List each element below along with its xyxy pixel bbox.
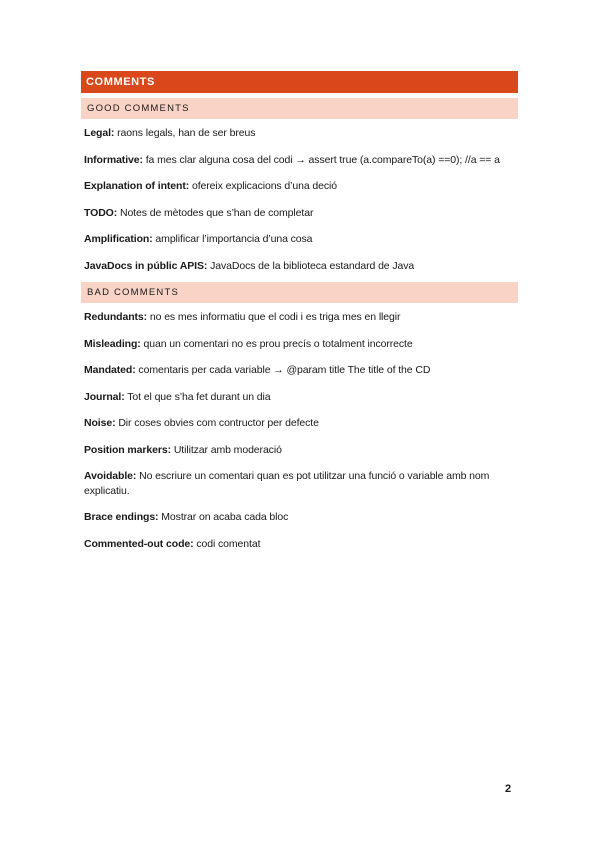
entry-text: raons legals, han de ser breus — [114, 127, 256, 139]
section-heading: COMMENTS — [81, 71, 518, 93]
list-item — [81, 153, 518, 168]
entry-term: Noise: — [84, 417, 116, 429]
entry-term: Informative: — [84, 153, 143, 166]
document-content — [81, 71, 518, 551]
entry-term: Mandated: — [84, 364, 136, 376]
entry-text: JavaDocs de la biblioteca estandard de Java — [207, 259, 415, 272]
entry-text: No escriure un comentari quan es pot utilitzar una funció o variable amb nom explicatiu. — [84, 470, 490, 497]
list-item — [81, 469, 518, 498]
entry-term: Avoidable: — [84, 470, 137, 482]
subheading-good-comments: GOOD COMMENTS — [81, 98, 518, 119]
page-number: 2 — [505, 783, 512, 795]
entry-text: Notes de mètodes que s’han de completar — [117, 206, 314, 219]
entry-text: amplificar l’importancia d’una cosa — [152, 233, 313, 245]
entry-text: fa mes clar alguna cosa del codi → assert true (a.compareTo(a) ==0); //a == a — [142, 153, 500, 166]
entry-text: no es mes informatiu que el codi i es triga mes en llegir — [147, 311, 401, 323]
list-item — [81, 259, 518, 274]
entry-text: Tot el que s’ha fet durant un dia — [124, 390, 271, 403]
entry-text: comentaris per cada variable → @param title The title of the CD — [135, 364, 431, 376]
entry-term: Journal: — [84, 390, 125, 403]
entry-text: quan un comentari no es prou precís o totalment incorrecte — [140, 337, 413, 350]
entry-term: TODO: — [84, 206, 118, 219]
list-item — [81, 337, 518, 352]
list-item — [81, 537, 518, 552]
list-item — [81, 232, 518, 247]
list-item — [81, 206, 518, 221]
entry-term: JavaDocs in públic APIS: — [84, 259, 208, 272]
list-item — [81, 510, 518, 525]
subheading-bad-comments: BAD COMMENTS — [81, 282, 518, 303]
entry-term: Position markers: — [84, 443, 171, 456]
entry-term: Legal: — [84, 127, 115, 139]
list-item — [81, 390, 518, 405]
list-item — [81, 416, 518, 431]
entry-term: Redundants: — [84, 311, 148, 323]
list-item — [81, 310, 518, 325]
list-item — [81, 126, 518, 141]
entry-term: Amplification: — [84, 233, 153, 245]
list-item — [81, 363, 518, 378]
list-item — [81, 179, 518, 194]
entry-term: Commented-out code: — [84, 537, 194, 550]
entry-text: Dir coses obvies com contructor per defecte — [115, 417, 319, 429]
entry-text: Utilitzar amb moderació — [171, 443, 282, 456]
entry-text: Mostrar on acaba cada bloc — [158, 511, 289, 523]
entry-term: Brace endings: — [84, 511, 159, 523]
list-item — [81, 443, 518, 458]
entry-term: Explanation of intent: — [84, 180, 190, 192]
entry-term: Misleading: — [84, 337, 141, 350]
entry-text: ofereix explicacions d’una deció — [189, 180, 338, 192]
entry-text: codi comentat — [193, 537, 261, 550]
